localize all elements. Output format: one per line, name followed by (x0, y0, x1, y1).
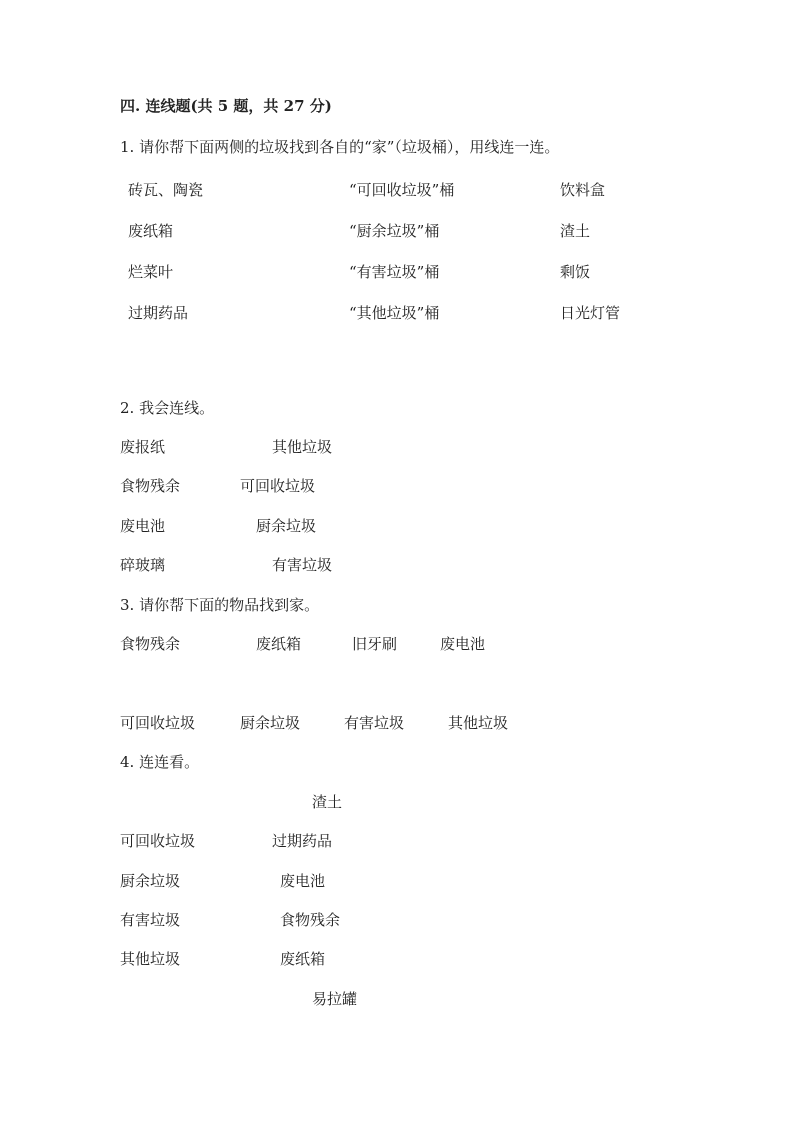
q3-bin: 有害垃圾 (344, 714, 405, 732)
q2-left-item: 废电池 (120, 517, 166, 535)
q2-left-item: 碎玻璃 (120, 556, 166, 574)
q2-prompt: 2. 我会连线。 (120, 399, 215, 417)
q2-right-bin: 其他垃圾 (272, 438, 333, 456)
q3-bin: 可回收垃圾 (120, 714, 196, 732)
q1-right-item: 日光灯管 (560, 304, 621, 322)
q3-item: 食物残余 (120, 635, 181, 653)
q1-left-item: 砖瓦、陶瓷 (128, 181, 204, 199)
q4-left-bin: 厨余垃圾 (120, 872, 181, 890)
q3-item: 废纸箱 (256, 635, 302, 653)
q4-top-item: 渣土 (312, 793, 343, 811)
q1-left-item: 过期药品 (128, 304, 189, 322)
q1-middle-bin: “厨余垃圾”桶 (349, 222, 440, 240)
q1-right-item: 饮料盒 (560, 181, 606, 199)
q4-bottom-item: 易拉罐 (312, 990, 358, 1008)
q2-left-item: 废报纸 (120, 438, 166, 456)
q4-right-item: 过期药品 (272, 832, 333, 850)
q1-left-item: 废纸箱 (128, 222, 174, 240)
q1-middle-bin: “有害垃圾”桶 (349, 263, 440, 281)
q4-left-bin: 有害垃圾 (120, 911, 181, 929)
q1-middle-bin: “可回收垃圾”桶 (349, 181, 455, 199)
q3-item: 旧牙刷 (352, 635, 398, 653)
q3-bin: 其他垃圾 (448, 714, 509, 732)
q1-right-item: 渣土 (560, 222, 591, 240)
q4-right-item: 废电池 (280, 872, 326, 890)
q3-bin: 厨余垃圾 (240, 714, 301, 732)
q4-left-bin: 其他垃圾 (120, 950, 181, 968)
q1-middle-bin: “其他垃圾”桶 (349, 304, 440, 322)
q2-right-bin: 有害垃圾 (272, 556, 333, 574)
q4-right-item: 食物残余 (280, 911, 341, 929)
section-title: 四. 连线题(共 5 题，共 27 分) (120, 97, 332, 115)
q3-prompt: 3. 请你帮下面的物品找到家。 (120, 596, 320, 614)
q1-prompt: 1. 请你帮下面两侧的垃圾找到各自的“家”（垃圾桶），用线连一连。 (120, 138, 560, 156)
q4-left-bin: 可回收垃圾 (120, 832, 196, 850)
q2-right-bin: 可回收垃圾 (240, 477, 316, 495)
q1-right-item: 剩饭 (560, 263, 591, 281)
q2-left-item: 食物残余 (120, 477, 181, 495)
q4-prompt: 4. 连连看。 (120, 753, 200, 771)
q4-right-item: 废纸箱 (280, 950, 326, 968)
q1-left-item: 烂菜叶 (128, 263, 174, 281)
q3-item: 废电池 (440, 635, 486, 653)
q2-right-bin: 厨余垃圾 (256, 517, 317, 535)
